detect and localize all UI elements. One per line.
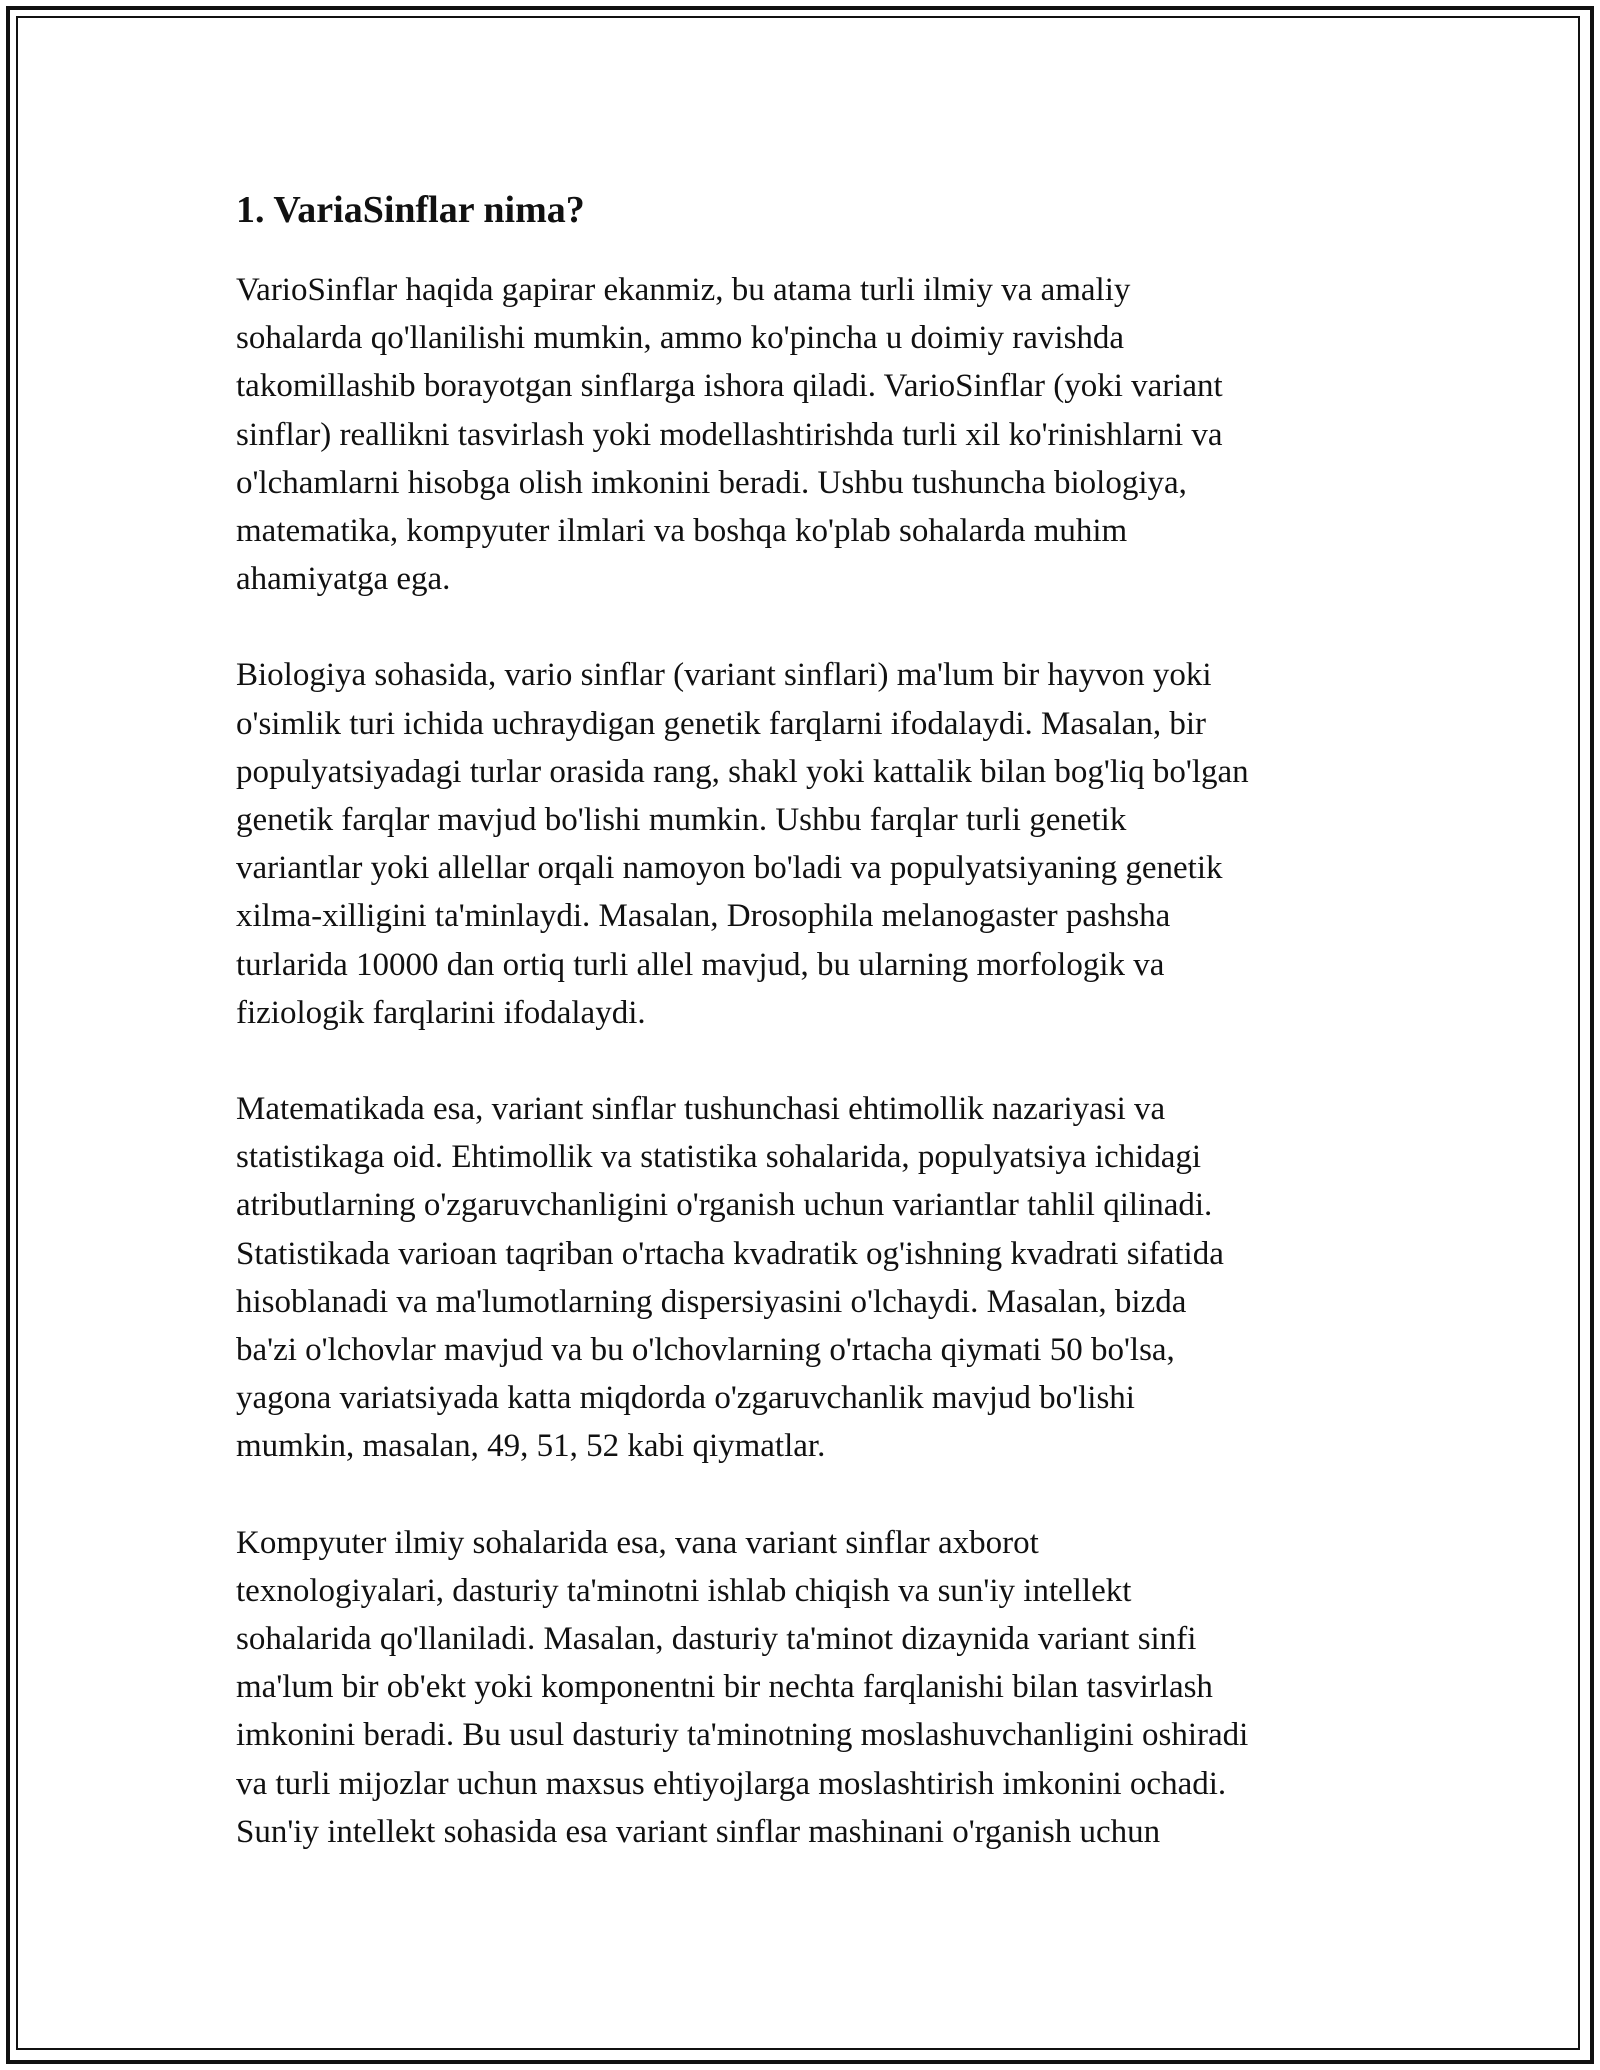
text-line: fiziologik farqlarini ifodalaydi. [236, 994, 646, 1031]
text-line: xilma-xilligini ta'minlaydi. Masalan, Drosophila melanogaster pashsha [236, 898, 1171, 935]
text-line: turlarida 10000 dan ortiq turli allel mavjud, bu ularning morfologik va [236, 946, 1165, 983]
text-line: variantlar yoki allellar orqali namoyon bo'ladi va populyatsiyaning genetik [236, 850, 1223, 887]
text-line: va turli mijozlar uchun maxsus ehtiyojlarga moslashtirish imkonini ochadi. [236, 1765, 1227, 1802]
text-line: mumkin, masalan, 49, 51, 52 kabi qiymatlar. [236, 1428, 826, 1465]
text-line: Sun'iy intellekt sohasida esa variant sinflar mashinani o'rganish uchun [236, 1813, 1161, 1850]
text-line: sohalarda qo'llanilishi mumkin, ammo ko'pincha u doimiy ravishda [236, 320, 1125, 357]
text-line: imkonini beradi. Bu usul dasturiy ta'minotning moslashuvchanligini oshiradi [236, 1717, 1249, 1754]
document-body [236, 186, 1376, 1904]
text-line: Kompyuter ilmiy sohalarida esa, vana variant sinflar axborot [236, 1524, 1039, 1561]
text-line: ba'zi o'lchovlar mavjud va bu o'lchovlarning o'rtacha qiymati 50 bo'lsa, [236, 1332, 1175, 1369]
paragraph [236, 1085, 1376, 1471]
paragraph [236, 266, 1376, 603]
text-line: ahamiyatga ega. [236, 561, 451, 598]
paragraph [236, 651, 1376, 1037]
text-line: Biologiya sohasida, vario sinflar (variant sinflari) ma'lum bir hayvon yoki [236, 657, 1212, 694]
section-heading: 1. VariaSinflar nima? [236, 189, 585, 231]
text-line: Statistikada varioan taqriban o'rtacha kvadratik og'ishning kvadrati sifatida [236, 1235, 1224, 1272]
text-line: statistikaga oid. Ehtimollik va statistika sohalarida, populyatsiya ichidagi [236, 1139, 1202, 1176]
text-line: VarioSinflar haqida gapirar ekanmiz, bu atama turli ilmiy va amaliy [236, 272, 1131, 308]
text-line: texnologiyalari, dasturiy ta'minotni ishlab chiqish va sun'iy intellekt [236, 1572, 1132, 1609]
text-line: Matematikada esa, variant sinflar tushunchasi ehtimollik nazariyasi va [236, 1091, 1166, 1128]
text-line: matematika, kompyuter ilmlari va boshqa ko'plab sohalarda muhim [236, 513, 1128, 550]
text-line: o'simlik turi ichida uchraydigan genetik farqlarni ifodalaydi. Masalan, bir [236, 705, 1206, 742]
text-line: o'lchamlarni hisobga olish imkonini beradi. Ushbu tushuncha biologiya, [236, 464, 1187, 501]
text-line: atributlarning o'zgaruvchanligini o'rganish uchun variantlar tahlil qilinadi. [236, 1187, 1213, 1224]
text-line: hisoblanadi va ma'lumotlarning dispersiyasini o'lchaydi. Masalan, bizda [236, 1283, 1187, 1320]
text-line: sohalarida qo'llaniladi. Masalan, dasturiy ta'minot dizaynida variant sinfi [236, 1621, 1197, 1658]
text-line: ma'lum bir ob'ekt yoki komponentni bir nechta farqlanishi bilan tasvirlash [236, 1669, 1213, 1706]
paragraph-list [236, 266, 1376, 1856]
text-line: yagona variatsiyada katta miqdorda o'zgaruvchanlik mavjud bo'lishi [236, 1380, 1135, 1417]
text-line: populyatsiyadagi turlar orasida rang, shakl yoki kattalik bilan bog'liq bo'lgan [236, 753, 1249, 790]
text-line: genetik farqlar mavjud bo'lishi mumkin. Ushbu farqlar turli genetik [236, 802, 1127, 839]
paragraph [236, 1519, 1376, 1856]
text-line: takomillashib borayotgan sinflarga ishora qiladi. VarioSinflar (yoki variant [236, 368, 1223, 405]
text-line: sinflar) reallikni tasvirlash yoki modellashtirishda turli xil ko'rinishlarni va [236, 416, 1223, 453]
